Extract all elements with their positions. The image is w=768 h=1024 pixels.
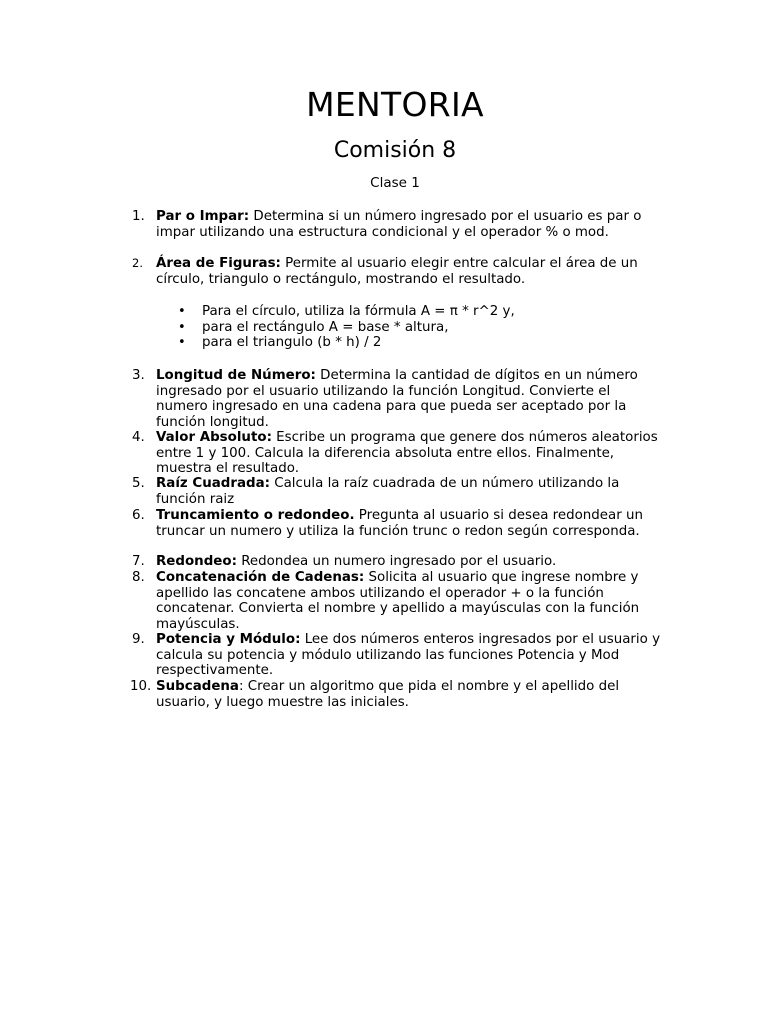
- item-text: Permite al usuario elegir entre calcular el área de un círculo, triangulo o rectángulo, mostrando el resultado.: [156, 256, 638, 287]
- bullet-text: para el triangulo (b * h) / 2: [202, 335, 382, 350]
- item-text: Calcula la raíz cuadrada de un número utilizando la función raiz: [156, 476, 620, 507]
- item-text: Redondea un numero ingresado por el usuario.: [236, 554, 557, 569]
- bullet-text: para el rectángulo A = base * altura,: [202, 320, 449, 335]
- document-title: MENTORIA: [306, 85, 484, 124]
- bullet-item: [178, 320, 622, 336]
- item-text: Determina si un número ingresado por el usuario es par o impar utilizando una estructura condicional y el operador % o mod.: [156, 209, 642, 240]
- list-item: [130, 679, 661, 710]
- item-term: Concatenación de Cadenas:: [156, 570, 365, 585]
- item-text: Determina la cantidad de dígitos en un número ingresado por el usuario utilizando la función Longitud. Convierte el numero ingresado en una cadena para que pueda ser aceptado por la función longitud.: [156, 368, 638, 430]
- list-item: [132, 508, 661, 539]
- document-subtitle: Comisión 8: [333, 138, 457, 163]
- class-label: Clase 1: [370, 175, 420, 191]
- list-item: [132, 570, 661, 632]
- item-text: : Crear un algoritmo que pida el nombre y el apellido del usuario, y luego muestre las iniciales.: [156, 679, 620, 710]
- item-term: Truncamiento o redondeo.: [156, 508, 355, 523]
- item-number: 3.: [132, 368, 145, 383]
- item-number: 5.: [132, 476, 145, 491]
- bullet-item: [178, 335, 622, 351]
- bullet-dot: •: [178, 335, 186, 350]
- item-number: 4.: [132, 430, 145, 445]
- item-number: 9.: [132, 632, 145, 647]
- item-term: Área de Figuras:: [156, 256, 281, 271]
- list-item: [132, 209, 661, 240]
- item-term: Valor Absoluto:: [156, 430, 272, 445]
- item-term: Par o Impar:: [156, 209, 250, 224]
- item-text: Solicita al usuario que ingrese nombre y apellido las concatene ambos utilizando el operador + o la función concatenar. Convierta el nombre y apellido a mayúsculas con la función mayúsculas.: [156, 570, 640, 632]
- bullet-dot: •: [178, 304, 186, 319]
- item-number: 6.: [132, 508, 145, 523]
- list-item: [132, 632, 661, 679]
- item-term: Longitud de Número:: [156, 368, 316, 383]
- item-number: 10.: [130, 679, 152, 694]
- item-number: 7.: [132, 554, 145, 569]
- list-item: [132, 256, 661, 287]
- item-number: 8.: [132, 570, 145, 585]
- item-number: 2.: [132, 256, 143, 270]
- bullet-item: [178, 304, 622, 320]
- list-item: [132, 368, 661, 430]
- list-item: [132, 430, 661, 477]
- list-item: [132, 554, 661, 570]
- item-text: Escribe un programa que genere dos números aleatorios entre 1 y 100. Calcula la diferencia absoluta entre ellos. Finalmente, muestra el resultado.: [156, 430, 658, 477]
- item-term: Subcadena: [156, 679, 239, 694]
- item-number: 1.: [132, 209, 145, 224]
- item-text: Lee dos números enteros ingresados por el usuario y calcula su potencia y módulo utilizando las funciones Potencia y Mod respectivamente.: [156, 632, 661, 679]
- bullet-dot: •: [178, 320, 186, 335]
- item-text: Pregunta al usuario si desea redondear un truncar un numero y utiliza la función trunc o redon según corresponda.: [156, 508, 643, 539]
- item-term: Potencia y Módulo:: [156, 632, 301, 647]
- item-term: Redondeo:: [156, 554, 237, 569]
- list-item: [132, 476, 661, 507]
- bullet-text: Para el círculo, utiliza la fórmula A = π * r^2 y,: [202, 304, 515, 319]
- item-term: Raíz Cuadrada:: [156, 476, 270, 491]
